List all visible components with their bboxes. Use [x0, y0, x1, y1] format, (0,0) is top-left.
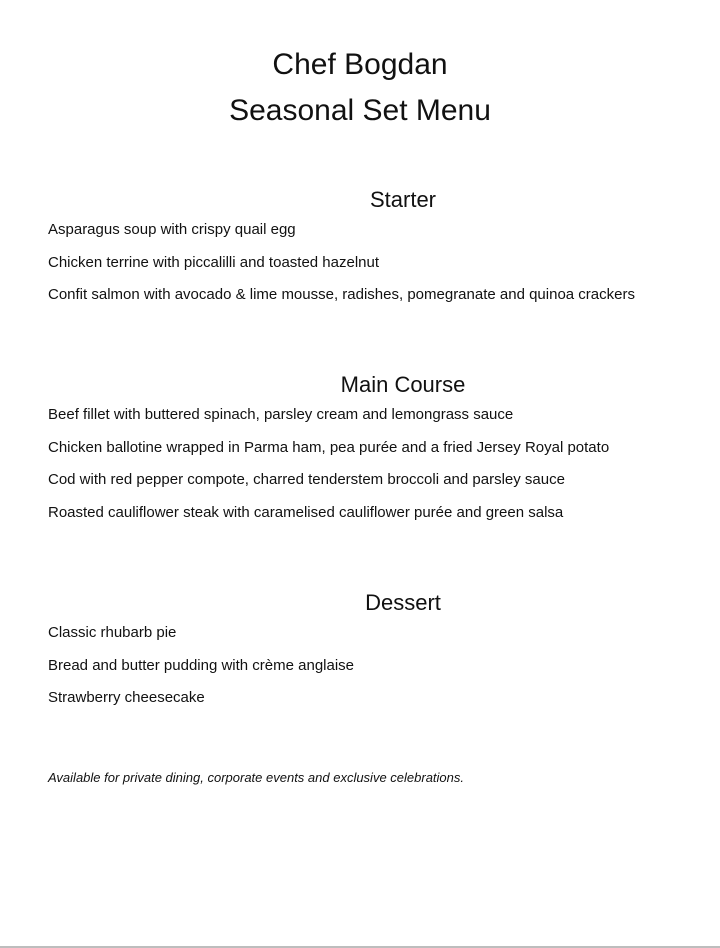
dish-item: Asparagus soup with crispy quail egg — [48, 221, 296, 238]
menu-title — [0, 42, 720, 134]
dish-item: Cod with red pepper compote, charred tenderstem broccoli and parsley sauce — [48, 471, 565, 488]
dish-item: Bread and butter pudding with crème anglaise — [48, 656, 355, 674]
dish-item: Roasted cauliflower steak with caramelised cauliflower purée and green salsa — [48, 503, 564, 521]
dish-item: Chicken terrine with piccalilli and toasted hazelnut — [48, 253, 380, 271]
dish-item: Chicken ballotine wrapped in Parma ham, pea purée and a fried Jersey Royal potato — [48, 438, 610, 456]
dish-item: Strawberry cheesecake — [48, 689, 205, 706]
dish-item: Beef fillet with buttered spinach, parsley cream and lemongrass sauce — [48, 406, 514, 423]
availability-note: Available for private dining, corporate events and exclusive celebrations. — [48, 770, 464, 785]
dish-item: Classic rhubarb pie — [48, 624, 177, 641]
main-course-heading: Main Course — [340, 372, 466, 397]
chef-name: Chef Bogdan — [272, 48, 448, 81]
menu-subtitle: Seasonal Set Menu — [229, 94, 491, 127]
dessert-heading: Dessert — [365, 590, 441, 615]
starter-section — [0, 186, 720, 312]
starter-heading: Starter — [369, 187, 437, 212]
dish-item: Confit salmon with avocado & lime mousse, radishes, pomegranate and quinoa crackers — [48, 286, 635, 303]
starter-dish-list — [0, 214, 720, 312]
dessert-dish-list — [0, 617, 720, 715]
main-course-dish-list — [0, 399, 720, 529]
main-course-section — [0, 371, 720, 529]
dessert-section — [0, 589, 720, 715]
